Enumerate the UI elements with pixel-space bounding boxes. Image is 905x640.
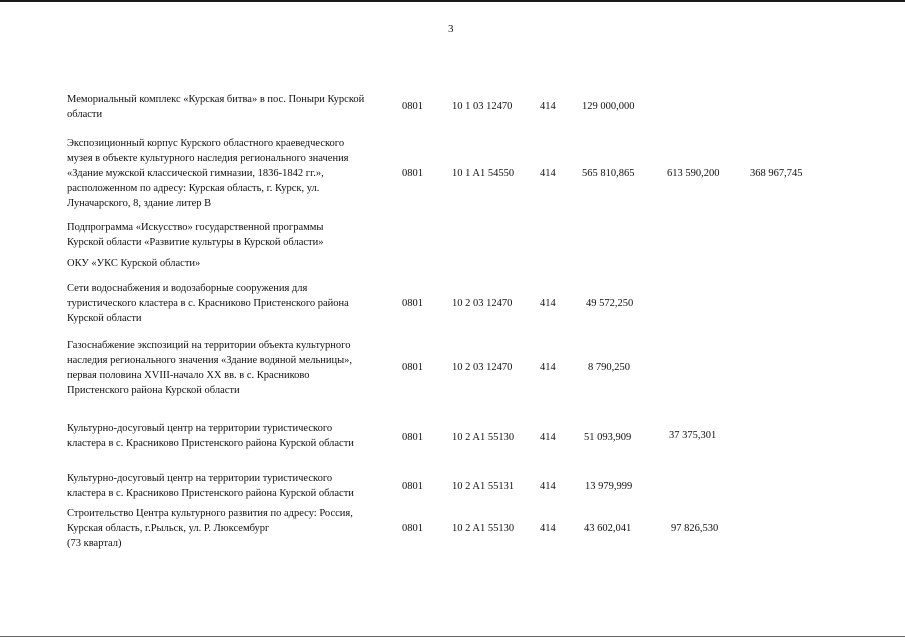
- name-line: музея в объекте культурного наследия регионального значения: [67, 153, 349, 164]
- target-article-code: 10 1 03 12470: [452, 101, 513, 112]
- target-article-code: 10 1 A1 54550: [452, 168, 515, 179]
- name-line: Экспозиционный корпус Курского областного краеведческого: [67, 138, 345, 149]
- amount-year-1: 565 810,865: [582, 168, 635, 179]
- name-line: «Здание мужской классической гимназии, 1836-1842 гг.»,: [67, 168, 324, 179]
- amount-year-2: 37 375,301: [669, 430, 717, 441]
- expense-type-code: 414: [540, 432, 556, 443]
- name-line: Строительство Центра культурного развития по адресу: Россия,: [67, 508, 353, 519]
- item-name: [67, 421, 397, 451]
- item-name: [67, 338, 397, 398]
- chapter-code: 0801: [402, 523, 423, 534]
- chapter-code: 0801: [402, 481, 423, 492]
- name-line: Мемориальный комплекс «Курская битва» в пос. Поныри Курской: [67, 94, 365, 105]
- name-line: туристического кластера в с. Красниково Пристенского района: [67, 298, 349, 309]
- item-name: [67, 256, 397, 271]
- amount-year-2: 613 590,200: [667, 168, 720, 179]
- item-name: [67, 220, 397, 250]
- name-line: Подпрограмма «Искусство» государственной программы: [67, 222, 324, 233]
- name-line: области: [67, 109, 103, 120]
- name-line: Курской области «Развитие культуры в Курской области»: [67, 237, 324, 248]
- amount-year-1: 129 000,000: [582, 101, 635, 112]
- target-article-code: 10 2 A1 55130: [452, 432, 515, 443]
- chapter-code: 0801: [402, 432, 423, 443]
- target-article-code: 10 2 A1 55131: [452, 481, 515, 492]
- amount-year-2: 97 826,530: [671, 523, 719, 534]
- expense-type-code: 414: [540, 523, 556, 534]
- chapter-code: 0801: [402, 101, 423, 112]
- expense-type-code: 414: [540, 362, 556, 373]
- name-line: первая половина XVIII-начало XX вв. в с. Красниково: [67, 370, 310, 381]
- item-name: [67, 281, 397, 326]
- chapter-code: 0801: [402, 298, 423, 309]
- amount-year-1: 51 093,909: [584, 432, 632, 443]
- name-line: наследия регионального значения «Здание водяной мельницы»,: [67, 355, 353, 366]
- name-line: кластера в с. Красниково Пристенского района Курской области: [67, 438, 354, 449]
- target-article-code: 10 2 03 12470: [452, 298, 513, 309]
- expense-type-code: 414: [540, 298, 556, 309]
- page-top-border: [0, 0, 905, 2]
- name-line: Сети водоснабжения и водозаборные сооружения для: [67, 283, 308, 294]
- name-line: Пристенского района Курской области: [67, 385, 240, 396]
- name-line: Курской области: [67, 313, 142, 324]
- item-name: [67, 136, 397, 211]
- item-name: [67, 506, 397, 551]
- amount-year-1: 13 979,999: [585, 481, 633, 492]
- expense-type-code: 414: [540, 481, 556, 492]
- name-line: Культурно-досуговый центр на территории туристического: [67, 423, 333, 434]
- name-line: (73 квартал): [67, 538, 122, 549]
- amount-year-3: 368 967,745: [750, 168, 803, 179]
- item-name: [67, 471, 397, 501]
- expense-type-code: 414: [540, 168, 556, 179]
- page-bottom-border: [0, 636, 905, 637]
- amount-year-1: 8 790,250: [588, 362, 630, 373]
- name-line: Газоснабжение экспозиций на территории объекта культурного: [67, 340, 351, 351]
- name-line: Луначарского, 8, здание литер В: [67, 198, 212, 209]
- name-line: кластера в с. Красниково Пристенского района Курской области: [67, 488, 354, 499]
- amount-year-1: 43 602,041: [584, 523, 632, 534]
- item-name: [67, 92, 397, 122]
- chapter-code: 0801: [402, 362, 423, 373]
- name-line: ОКУ «УКС Курской области»: [67, 258, 201, 269]
- name-line: Курская область, г.Рыльск, ул. Р. Люксембург: [67, 523, 270, 534]
- name-line: Культурно-досуговый центр на территории туристического: [67, 473, 333, 484]
- target-article-code: 10 2 03 12470: [452, 362, 513, 373]
- amount-year-1: 49 572,250: [586, 298, 634, 309]
- page-number: 3: [448, 23, 454, 35]
- name-line: расположенном по адресу: Курская область, г. Курск, ул.: [67, 183, 320, 194]
- chapter-code: 0801: [402, 168, 423, 179]
- expense-type-code: 414: [540, 101, 556, 112]
- target-article-code: 10 2 A1 55130: [452, 523, 515, 534]
